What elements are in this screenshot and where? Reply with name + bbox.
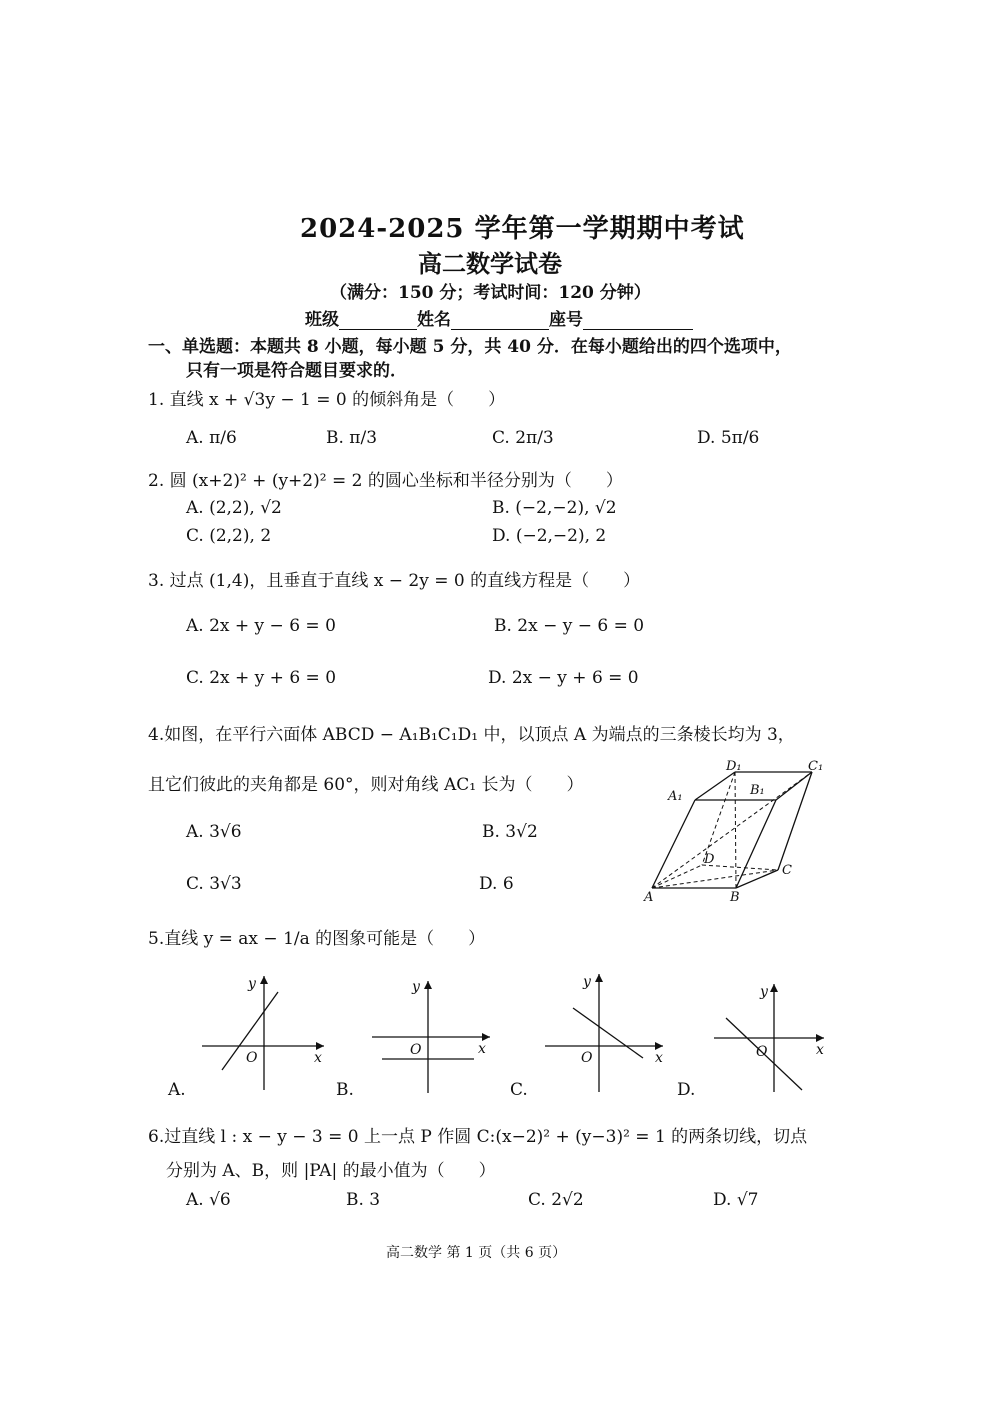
origin-label: O [410,1042,422,1058]
q3-option-b[interactable]: B. 2x − y − 6 = 0 [494,616,645,636]
label-d1: D₁ [726,760,742,774]
question-text: 过点 (1,4)，且垂直于直线 x − 2y = 0 的直线方程是（ ） [169,571,641,591]
label-d: D [704,852,715,867]
q3-option-d[interactable]: D. 2x − y + 6 = 0 [488,668,639,688]
origin-label: O [581,1050,593,1066]
page-footer: 高二数学 第 1 页（共 6 页） [386,1245,567,1261]
seat-label: 座号 [549,310,583,330]
question-2-stem [148,466,623,491]
question-1-stem [148,385,505,410]
parallelepiped-figure [640,760,830,905]
class-blank[interactable] [339,313,417,330]
label-c1: C₁ [808,760,824,774]
axis-x-label: x [655,1050,663,1066]
question-4-stem-line2: 且它们彼此的夹角都是 60°，则对角线 AC₁ 长为（ ） [148,775,584,795]
q6-option-c[interactable]: C. 2√2 [528,1190,584,1210]
q1-option-c[interactable]: C. 2π/3 [492,428,554,448]
label-c: C [782,863,792,878]
q6-option-a[interactable]: A. √6 [186,1190,231,1210]
origin-label: O [246,1050,258,1066]
seat-blank[interactable] [583,313,693,330]
question-3-stem [148,566,640,591]
exam-title: 2024-2025 学年第一学期期中考试 [300,214,745,244]
question-6-stem-line1 [148,1122,807,1147]
section-heading-line1: 一、单选题：本题共 8 小题，每小题 5 分，共 40 分．在每小题给出的四个选项中， [148,337,792,357]
question-number: 1. [148,390,165,410]
question-4-stem-line1 [148,720,795,745]
question-text: 过直线 l : x − y − 3 = 0 上一点 P 作圆 C:(x−2)² + (y−3)² = 1 的两条切线，切点 [164,1127,808,1147]
label-b: B [730,890,740,905]
axis-x-label: x [478,1041,486,1057]
student-fields [305,305,693,330]
question-text: 如图，在平行六面体 ABCD − A₁B₁C₁D₁ 中，以顶点 A 为端点的三条棱长均为 3， [164,725,795,745]
question-6-stem-line2: 分别为 A、B，则 |PA| 的最小值为（ ） [166,1161,496,1181]
graph-b [370,975,500,1095]
q5-option-b[interactable]: B. [336,1080,354,1100]
q1-option-a[interactable]: A. π/6 [186,428,237,448]
exam-subject: 高二数学试卷 [418,249,562,278]
graph-a [200,970,330,1095]
axis-y-label: y [583,974,591,990]
axis-y-label: y [760,984,768,1000]
label-a1: A₁ [668,789,683,804]
axis-y-label: y [248,976,256,992]
q2-option-a[interactable]: A. (2,2), √2 [186,498,282,518]
question-5-stem [148,924,485,949]
q4-option-a[interactable]: A. 3√6 [186,822,242,842]
q2-option-c[interactable]: C. (2,2), 2 [186,526,272,546]
axis-y-label: y [412,979,420,995]
q4-option-b[interactable]: B. 3√2 [482,822,538,842]
graph-c [543,968,673,1095]
origin-label: O [756,1044,768,1060]
q5-option-d[interactable]: D. [677,1080,696,1100]
q3-option-a[interactable]: A. 2x + y − 6 = 0 [186,616,336,636]
q4-option-c[interactable]: C. 3√3 [186,874,242,894]
axis-x-label: x [314,1050,322,1066]
section-heading-line2: 只有一项是符合题目要求的． [186,361,407,381]
q2-option-d[interactable]: D. (−2,−2), 2 [492,526,607,546]
question-number: 2. [148,471,165,491]
label-a: A [644,890,654,905]
q1-option-d[interactable]: D. 5π/6 [697,428,760,448]
question-number: 5. [148,929,165,949]
q4-option-d[interactable]: D. 6 [479,874,514,894]
question-text: 圆 (x+2)² + (y+2)² = 2 的圆心坐标和半径分别为（ ） [169,471,623,491]
question-number: 3. [148,571,165,591]
q6-option-d[interactable]: D. √7 [713,1190,759,1210]
q3-option-c[interactable]: C. 2x + y + 6 = 0 [186,668,337,688]
name-blank[interactable] [451,313,549,330]
question-number: 6. [148,1127,165,1147]
question-text: 直线 x + √3y − 1 = 0 的倾斜角是（ ） [169,390,506,410]
graph-d [712,978,832,1098]
name-label: 姓名 [417,310,451,330]
exam-info: （满分：150 分；考试时间：120 分钟） [330,283,651,303]
label-b1: B₁ [750,783,765,798]
q5-option-a[interactable]: A. [168,1080,186,1100]
class-label: 班级 [305,310,339,330]
q6-option-b[interactable]: B. 3 [346,1190,381,1210]
q1-option-b[interactable]: B. π/3 [326,428,378,448]
axis-x-label: x [816,1042,824,1058]
q5-option-c[interactable]: C. [510,1080,528,1100]
question-text: 直线 y = ax − 1/a 的图象可能是（ ） [164,929,486,949]
q2-option-b[interactable]: B. (−2,−2), √2 [492,498,617,518]
question-number: 4. [148,725,165,745]
